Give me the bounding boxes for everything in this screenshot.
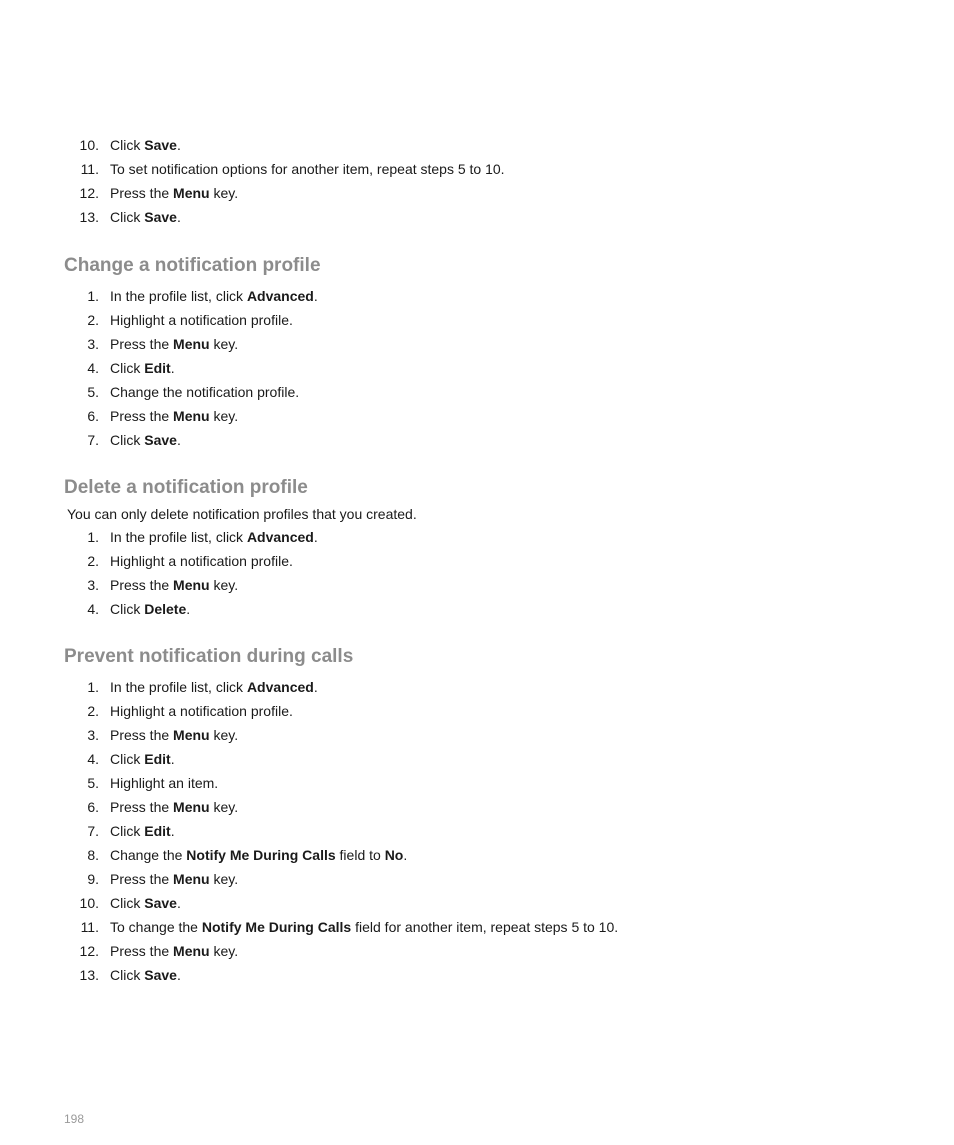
list-item [64,284,884,308]
text-run: To set notification options for another item, repeat steps 5 to 10. [110,161,505,177]
text-run: Press the [110,408,174,424]
text-run: key. [209,871,239,887]
step-list-prevent-notification [64,675,884,987]
list-item [64,675,884,699]
step-number: 2. [87,312,99,328]
list-item [64,428,884,452]
ui-term: Menu [173,943,210,959]
text-run: Click [110,137,145,153]
step-number: 10. [79,137,99,153]
step-text [110,205,181,229]
ui-term: Delete [144,601,187,617]
text-run: Press the [110,943,174,959]
text-run: Press the [110,799,174,815]
ui-term: Menu [173,871,210,887]
step-text [110,332,238,356]
text-run: . [176,895,181,911]
step-text [110,699,293,723]
step-text [110,549,293,573]
step-number: 2. [87,553,99,569]
step-number: 11. [80,919,99,935]
step-text [110,284,318,308]
text-run: In the profile list, click [110,679,247,695]
ui-term: Save [144,137,177,153]
list-item [64,867,884,891]
text-run: . [403,847,408,863]
ui-term: Menu [173,577,210,593]
text-run: . [186,601,191,617]
step-text [110,380,299,404]
list-item [64,843,884,867]
list-item [64,819,884,843]
text-run: Press the [110,577,174,593]
list-item [64,525,884,549]
text-run: Click [110,209,145,225]
step-text [110,356,175,380]
step-number: 2. [87,703,99,719]
text-run: Click [110,601,145,617]
list-item [64,597,884,621]
ui-term: Advanced [246,529,314,545]
step-number: 3. [87,336,99,352]
ui-term: Menu [173,408,210,424]
step-text [110,308,293,332]
text-run: To change the [110,919,202,935]
ui-term: Save [144,209,177,225]
text-run: Highlight a notification profile. [110,553,293,569]
step-number: 4. [87,601,99,617]
heading-prevent-notification-calls: Prevent notification during calls [64,646,354,667]
text-run: Press the [110,727,174,743]
step-number: 12. [79,185,99,201]
list-item [64,915,884,939]
list-item [64,356,884,380]
heading-change-notification-profile: Change a notification profile [64,255,321,276]
ui-term: Notify Me During Calls [186,847,336,863]
list-item [64,157,884,181]
text-run: field to [335,847,385,863]
text-run: In the profile list, click [110,288,247,304]
step-number: 9. [87,871,99,887]
step-number: 7. [87,432,99,448]
text-run: Change the [110,847,187,863]
list-item [64,795,884,819]
text-run: field for another item, repeat steps 5 to 10. [351,919,619,935]
step-text [110,597,190,621]
list-item [64,549,884,573]
list-item [64,939,884,963]
text-run: . [176,137,181,153]
step-text [110,843,407,867]
text-run: Click [110,360,145,376]
step-number: 3. [87,727,99,743]
step-number: 4. [87,751,99,767]
text-run: Highlight a notification profile. [110,703,293,719]
step-number: 8. [87,847,99,863]
step-text [110,819,175,843]
step-text [110,867,238,891]
text-run: . [170,360,175,376]
ui-term: Save [144,432,177,448]
list-item [64,133,884,157]
text-run: Click [110,432,145,448]
text-run: . [313,679,318,695]
ui-term: Edit [144,823,171,839]
text-run: . [313,529,318,545]
step-text [110,915,618,939]
section-intro-text: You can only delete notification profiles that you created. [67,506,417,522]
ui-term: Advanced [246,679,314,695]
ui-term: Save [144,967,177,983]
text-run: Press the [110,185,174,201]
text-run: key. [209,408,239,424]
text-run: key. [209,336,239,352]
step-number: 1. [87,288,99,304]
step-text [110,939,238,963]
ui-term: Menu [173,185,210,201]
list-item [64,573,884,597]
step-text [110,525,318,549]
step-number: 7. [87,823,99,839]
step-number: 5. [87,384,99,400]
ui-term: Notify Me During Calls [201,919,352,935]
list-item [64,963,884,987]
list-item [64,747,884,771]
text-run: key. [209,727,239,743]
text-run: . [176,432,181,448]
ui-term: Save [144,895,177,911]
ui-term: Menu [173,799,210,815]
text-run: key. [209,799,239,815]
text-run: . [176,209,181,225]
text-run: In the profile list, click [110,529,247,545]
step-number: 1. [87,529,99,545]
ui-term: Menu [173,727,210,743]
text-run: Click [110,895,145,911]
text-run: . [170,823,175,839]
text-run: Press the [110,871,174,887]
step-text [110,573,238,597]
list-item [64,332,884,356]
ui-term: Edit [144,751,171,767]
list-item [64,723,884,747]
list-item [64,404,884,428]
step-number: 12. [79,943,99,959]
step-number: 3. [87,577,99,593]
text-run: key. [209,577,239,593]
text-run: key. [209,185,239,201]
list-item [64,891,884,915]
step-number: 6. [87,408,99,424]
step-number: 6. [87,799,99,815]
step-text [110,771,218,795]
ui-term: Edit [144,360,171,376]
step-text [110,795,238,819]
text-run: . [170,751,175,767]
text-run: Click [110,751,145,767]
page-number: 198 [64,1112,85,1126]
ui-term: Menu [173,336,210,352]
step-number: 5. [87,775,99,791]
step-list-continued [64,133,884,229]
text-run: . [313,288,318,304]
step-text [110,891,181,915]
list-item [64,699,884,723]
list-item [64,771,884,795]
text-run: Highlight an item. [110,775,219,791]
list-item [64,380,884,404]
list-item [64,181,884,205]
step-text [110,723,238,747]
text-run: Highlight a notification profile. [110,312,293,328]
ui-term: Advanced [246,288,314,304]
ui-term: No [384,847,404,863]
step-number: 11. [80,161,99,177]
step-text [110,428,181,452]
list-item [64,308,884,332]
step-text [110,404,238,428]
step-number: 13. [79,209,99,225]
text-run: Press the [110,336,174,352]
text-run: Click [110,823,145,839]
step-text [110,675,318,699]
step-text [110,133,181,157]
step-text [110,963,181,987]
step-text [110,157,505,181]
step-number: 1. [87,679,99,695]
list-item [64,205,884,229]
text-run: Click [110,967,145,983]
step-number: 13. [79,967,99,983]
heading-delete-notification-profile: Delete a notification profile [64,477,308,498]
step-text [110,747,175,771]
step-list-change-profile [64,284,884,452]
step-text [110,181,238,205]
step-list-delete-profile [64,525,884,621]
text-run: Change the notification profile. [110,384,300,400]
step-number: 10. [79,895,99,911]
step-number: 4. [87,360,99,376]
text-run: key. [209,943,239,959]
text-run: . [176,967,181,983]
